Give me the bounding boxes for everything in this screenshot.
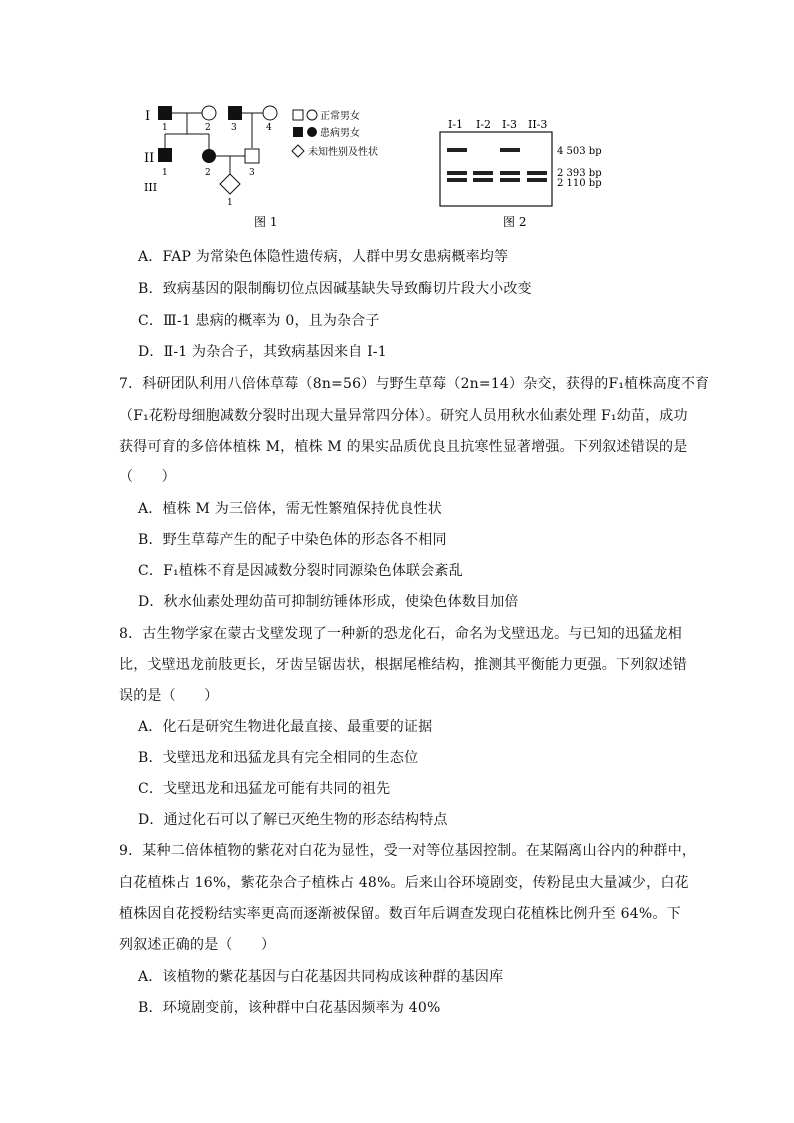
lane-label-I2: I-2	[476, 118, 492, 131]
q8-option-b: B．戈壁迅龙和迅猛龙具有完全相同的生态位	[138, 750, 419, 766]
label-I3: 3	[231, 123, 237, 133]
lane-label-I3: I-3	[502, 118, 518, 131]
q8-option-c: C．戈壁迅龙和迅猛龙可能有共同的祖先	[138, 781, 391, 797]
individual-I1-affected-male	[158, 106, 172, 120]
label-I2: 2	[205, 123, 211, 133]
figure2-caption: 图 2	[503, 215, 527, 229]
q6-option-b: B．致病基因的限制酶切位点因碱基缺失导致酶切片段大小改变	[138, 281, 532, 297]
band-I1-4503	[447, 148, 467, 152]
band-size-label-4503: 4 503 bp	[557, 146, 602, 157]
legend-normal-female-icon	[307, 110, 317, 120]
band-size-label-2110: 2 110 bp	[557, 178, 602, 189]
band-I2-2393	[473, 171, 493, 175]
individual-II1-affected-male	[158, 148, 172, 162]
legend-unknown-label: 未知性别及性状	[308, 147, 378, 158]
band-size-label-2393: 2 393 bp	[557, 168, 602, 179]
q7-stem-line2: （F₁花粉母细胞减数分裂时出现大量异常四分体）。研究人员用秋水仙素处理 F₁幼苗，成功	[119, 408, 688, 424]
gen-label-III: III	[144, 181, 158, 194]
figure1-caption: 图 1	[254, 215, 278, 229]
gen-label-I: I	[145, 109, 151, 124]
q8-option-a: A．化石是研究生物进化最直接、最重要的证据	[138, 719, 433, 735]
q7-stem-line1: 7．科研团队利用八倍体草莓（8n=56）与野生草莓（2n=14）杂交，获得的F₁植株高度不育	[119, 376, 710, 392]
label-II2: 2	[205, 168, 211, 178]
legend-normal-male-icon	[293, 110, 303, 120]
q8-option-d: D．通过化石可以了解已灭绝生物的形态结构特点	[138, 812, 448, 828]
individual-II3-normal-male	[245, 149, 259, 163]
label-I1: 1	[162, 123, 168, 133]
individual-I4-normal-female	[263, 106, 277, 120]
q8-stem-line2: 比，戈壁迅龙前肢更长，牙齿呈锯齿状，根据尾椎结构，推测其平衡能力更强。下列叙述错	[119, 657, 687, 673]
band-II3-2393	[527, 171, 547, 175]
individual-I3-affected-male	[228, 106, 242, 120]
q7-stem-line4: （ ）	[119, 469, 176, 485]
legend-unknown-icon	[292, 145, 304, 157]
q9-stem-line1: 9．某种二倍体植物的紫花对白花为显性，受一对等位基因控制。在某隔离山谷内的种群中，	[119, 843, 697, 859]
band-I3-4503	[500, 148, 520, 152]
individual-I2-normal-female	[202, 106, 216, 120]
q6-option-c: C．Ⅲ-1 患病的概率为 0，且为杂合子	[138, 313, 380, 329]
label-III1: 1	[227, 198, 233, 208]
lane-label-II3: II-3	[528, 118, 548, 131]
band-I1-2110	[447, 178, 467, 182]
legend-normal-label: 正常男女	[320, 111, 360, 122]
band-I3-2393	[500, 171, 520, 175]
q9-option-b: B．环境剧变前，该种群中白花基因频率为 40%	[138, 1000, 441, 1016]
q7-stem-line3: 获得可育的多倍体植株 M，植株 M 的果实品质优良且抗寒性显著增强。下列叙述错误的是	[119, 439, 688, 455]
band-I3-2110	[500, 178, 520, 182]
individual-III1-unknown	[220, 174, 240, 194]
q7-option-d: D．秋水仙素处理幼苗可抑制纺锤体形成，使染色体数目加倍	[138, 594, 519, 610]
band-II3-2110	[527, 178, 547, 182]
q6-option-d: D．Ⅱ-1 为杂合子，其致病基因来自 I-1	[138, 344, 387, 360]
label-II1: 1	[162, 168, 168, 178]
q7-option-c: C．F₁植株不育是因减数分裂时同源染色体联会紊乱	[138, 563, 463, 579]
q9-stem-line2: 白花植株占 16%，紫花杂合子植株占 48%。后来山谷环境剧变，传粉昆虫大量减少，白花	[119, 875, 689, 891]
figures-area	[0, 0, 794, 240]
legend-affected-label: 患病男女	[320, 128, 360, 139]
label-I4: 4	[266, 123, 272, 133]
band-I2-2110	[473, 178, 493, 182]
pedigree-figure	[0, 0, 794, 240]
q6-option-a: A．FAP 为常染色体隐性遗传病，人群中男女患病概率均等	[138, 249, 509, 265]
gel-box	[440, 132, 552, 206]
q8-stem-line3: 误的是（ ）	[119, 688, 219, 704]
q7-option-b: B．野生草莓产生的配子中染色体的形态各不相同	[138, 532, 447, 548]
q7-option-a: A．植株 M 为三倍体，需无性繁殖保持优良性状	[138, 501, 442, 517]
q9-stem-line3: 植株因自花授粉结实率更高而逐渐被保留。数百年后调查发现白花植株比例升至 64%。下	[119, 906, 681, 922]
q9-stem-line4: 列叙述正确的是（ ）	[119, 937, 276, 953]
legend-affected-male-icon	[293, 127, 303, 137]
band-I1-2393	[447, 171, 467, 175]
gel-electrophoresis-figure	[440, 118, 602, 229]
legend-affected-female-icon	[307, 127, 317, 137]
lane-label-I1: I-1	[448, 118, 464, 131]
q9-option-a: A．该植物的紫花基因与白花基因共同构成该种群的基因库	[138, 969, 504, 985]
label-II3: 3	[249, 168, 255, 178]
individual-II2-affected-female	[202, 149, 216, 163]
gen-label-II: II	[144, 151, 155, 166]
q8-stem-line1: 8．古生物学家在蒙古戈壁发现了一种新的恐龙化石，命名为戈壁迅龙。与已知的迅猛龙相	[119, 626, 682, 642]
